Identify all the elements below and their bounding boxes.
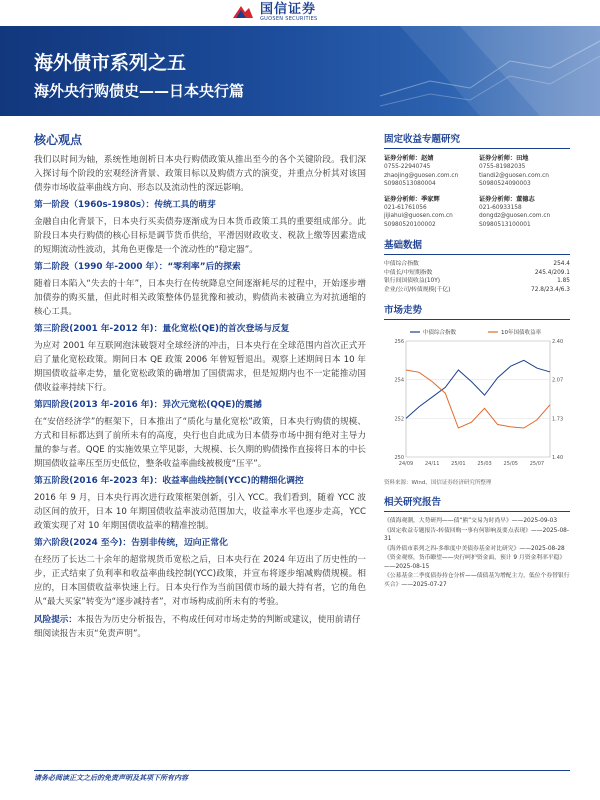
stage-6-title: 第六阶段(2024 至今)：告别非传统，迈向正常化 [34,538,228,548]
brand-logo-icon [232,4,254,20]
chart-x-tick: 24/11 [424,461,440,467]
chart-y-tick-right: 1.40 [552,455,564,461]
stage-1-title: 第一阶段（1960s-1980s）：传统工具的萌芽 [34,200,216,210]
data-label: 中债综合指数 [384,261,419,267]
stage-5-title: 第五阶段(2016 年-2023 年)：收益率曲线控制(YCC)的精细化调控 [34,476,304,486]
core-views-heading: 核心观点 [34,133,83,147]
market-trend-heading: 市场走势 [384,302,570,320]
brand-name-en: GUOSEN SECURITIES [260,15,318,22]
report-title: 海外央行购债史——日本央行篇 [34,82,245,100]
stage-2-body: 随着日本陷入“失去的十年”，日本央行在传统降息空间逐渐耗尽的过程中，开始逐步增加债券的购买量，但此时相关政策整体仍显犹豫和被动，购债尚未被确立为对抗通缩的核心工具。 [34,279,366,317]
chart-y-tick-right: 2.40 [552,339,564,345]
chart-source-note: 资料来源：Wind、国信证券经济研究所整理 [384,480,492,486]
data-value: 72.8/23.4/6.3 [531,286,570,293]
analyst-card [479,195,570,230]
analyst-email[interactable]: dongdz@guosen.com.cn [479,213,551,219]
intro-paragraph: 我们以时间为轴，系统性地剖析日本央行购债政策从推出至今的各个关键阶段。我们深入探讨每个阶段的宏观经济背景、政策目标以及购债方式的演变，并重点分析其对该国债券市场收益率曲线方向、形态以及流动性的深远影响。 [34,155,366,193]
data-row [384,269,570,278]
chart-x-tick: 25/03 [477,461,492,467]
stage-3-title: 第三阶段(2001 年-2012 年)：量化宽松(QE)的首次登场与反复 [34,324,290,334]
data-value: 245.4/209.1 [534,269,570,276]
chart-y-tick-left: 250 [394,455,404,461]
report-series-title: 海外债市系列之五 [34,52,187,74]
chart-legend-label: 10年国债收益率 [501,330,541,336]
analyst-name: 证券分析师：季家辉 [384,195,440,203]
basic-data-heading: 基础数据 [384,237,570,255]
analyst-name: 证券分析师：田地 [479,155,529,162]
related-report-link[interactable]: 《公募基金二季度债券持仓分析——债债基为增配主力，低位个券替银行买合》——2025-07-27 [384,573,570,588]
top-bar [0,0,600,26]
brand-logo [232,0,372,24]
chart-x-tick: 25/01 [451,461,466,467]
stage-6-body: 在经历了长达二十余年的超常规货币宽松之后，日本央行在 2024 年迈出了历史性的一步，正式结束了负利率和收益率曲线控制(YCC)政策，并宣布将逐步缩减购债规模。相应的，日本国债收益率快速上行。日本央行作为当前国债市场的最大持有者，它的角色从“最大买家”转变为“逐步减持者”，对市场构成前所未有的考验。 [34,555,366,607]
analyst-email[interactable]: zhaojing@guosen.com.cn [384,172,459,179]
data-label: 银行间国债收益(10Y) [384,278,441,284]
chart-y-tick-left: 256 [394,339,404,345]
sidebar [384,131,570,590]
title-banner [0,26,600,116]
chart-y-tick-left: 254 [394,377,404,384]
analyst-cert: S0980524090003 [479,181,531,187]
analyst-phone: 0755-22940745 [384,164,431,170]
chart-x-tick: 25/07 [529,461,545,467]
stage-3-body: 为应对 2001 年互联网泡沫破裂对全球经济的冲击，日本央行在全球范围内首次正式开启了量化宽松政策。期间日本 QE 政策 2006 年曾短暂退出。观察上述期间日本 10 年期国债收益率走势，量化宽松政策的确增加了国债需求，但是短期内也不一定能推动国债收益率持续下行。 [34,341,366,393]
related-report-link[interactable]: 《固定收益专题报告-转债回购一事有何影响及要点表现》——2025-08-31 [384,527,569,542]
analyst-email[interactable]: tiandi2@guosen.com.cn [479,172,549,179]
analyst-phone: 021-60933158 [479,204,522,211]
analyst-name: 证券分析师：董德志 [479,195,535,203]
basic-data-table [384,260,570,294]
chart-series-line [406,360,550,418]
stage-2-title: 第二阶段（1990 年-2000 年）：“零利率”后的探索 [34,262,241,272]
stage-1-body: 金融自由化背景下，日本央行买卖债券逐渐成为日本货币政策工具的重要组成部分。此阶段日本央行购债的核心目标是调节货币供给，平滑因财政收支、税款上缴等因素造成的短期流动性波动，其角色更像是一个流动性的“稳定器”。 [34,217,366,255]
chart-x-tick: 25/05 [503,461,518,467]
related-report-link[interactable]: 《债海观潮，大势研判——债“熊”交易为时尚早》——2025-09-03 [384,518,558,524]
disclaimer-note: 请务必阅读正文之后的免责声明及其项下所有内容 [34,774,188,782]
brand-name: 国信证券 [260,1,317,17]
analyst-list [384,154,570,229]
data-row [384,277,570,286]
analyst-email[interactable]: jijiahui@guosen.com.cn [384,213,453,219]
chart-y-tick-right: 1.73 [552,416,564,423]
related-report-link[interactable]: 《海外债市系列之四-多维度中美债券基金对比研究》——2025-08-28 [384,545,565,552]
data-row [384,286,570,295]
data-row [384,260,570,269]
stage-4-body: 在“安倍经济学”的框架下，日本推出了“质化与量化宽松”政策，日本央行购债的规模、方式和目标都达到了前所未有的高度，央行也自此成为日本债券市场中拥有绝对主导力量的参与者。QQE 的实施效果立竿见影，大规模、长久期的购债操作直接将日本的中长期国债收益率压至历史低位，整条收益率曲线被极度“压平”。 [34,417,366,469]
analyst-phone: 021-61761056 [384,204,427,211]
analyst-cert: S0980520100002 [384,221,436,228]
data-label: 企业/公司/转债规模(千亿) [384,286,451,293]
stage-5-body: 2016 年 9 月，日本央行再次进行政策框架创新，引入 YCC。我们看到，随着 YCC 波动区间的放开，日本 10 年期国债收益率波动范围加大，收益率水平也逐步走高，YCC 政策实现了对 10 年期国债收益率的精准控制。 [34,493,366,531]
risk-label: 风险提示： [34,615,77,625]
related-report-link[interactable]: 《资金观察，货币瞭望——央行呵护资金面，预计 9 月资金利率平稳》——2025-08-15 [384,555,566,570]
report-type: 固定收益专题研究 [384,131,570,149]
chart-plot-frame [406,341,550,457]
related-research-heading: 相关研究报告 [384,494,570,512]
analyst-cert: S0980513100001 [479,221,531,228]
chart-x-tick: 24/09 [398,461,414,467]
analyst-card [384,154,475,189]
data-label: 中债长/中短期指数 [384,269,433,276]
related-research-list [384,517,570,589]
analyst-name: 证券分析师：赵婧 [384,155,434,162]
market-trend-chart [384,325,570,475]
stage-4-title: 第四阶段(2013 年-2016 年)：异次元宽松(QQE)的震撼 [34,400,262,410]
chart-y-tick-left: 252 [394,416,404,423]
chart-legend-label: 中债综合指数 [423,330,457,336]
analyst-phone: 0755-81982035 [479,164,526,170]
chart-y-tick-right: 2.07 [552,377,564,384]
risk-warning [34,613,366,641]
banner-decoration [340,26,600,116]
footer [34,770,570,783]
analyst-card [384,195,475,230]
data-value: 1.85 [557,278,570,284]
analyst-card [479,154,570,189]
market-trend-svg [384,325,570,475]
risk-text: 本报告为历史分析报告，不构成任何对市场走势的判断或建议，使用前请仔细阅读报告末页“免责声明”。 [34,615,361,639]
main-column [34,131,366,641]
data-value: 254.4 [553,261,570,267]
analyst-cert: S0980513080004 [384,181,436,187]
chart-series-line [406,370,550,428]
